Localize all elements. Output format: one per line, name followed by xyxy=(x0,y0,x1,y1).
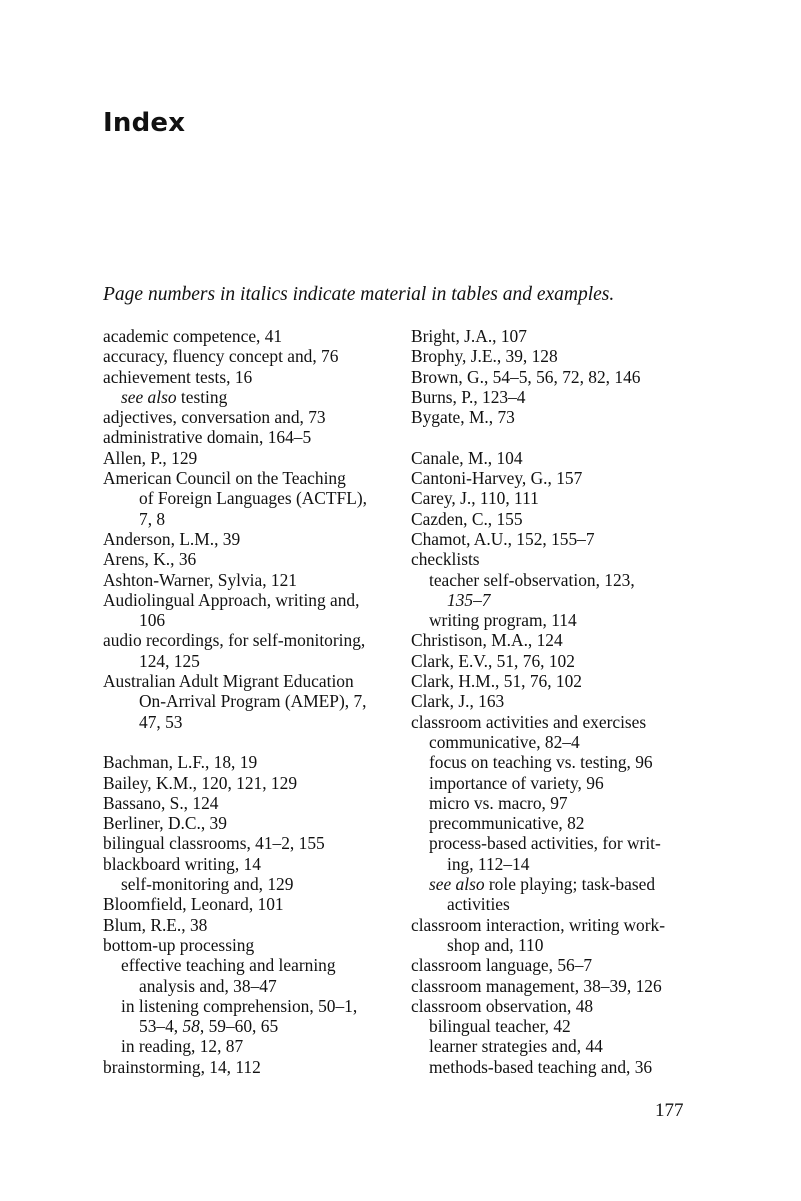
index-subentry: in reading, 12, 87 xyxy=(121,1036,244,1057)
index-entry: achievement tests, 16 xyxy=(103,366,253,387)
index-entry: bottom-up processing xyxy=(103,934,255,955)
index-entry: classroom interaction, writing work- xyxy=(411,914,666,935)
index-subentry: in listening comprehension, 50–1, xyxy=(121,995,358,1016)
index-subentry: teacher self-observation, 123, xyxy=(429,569,635,590)
index-entry: brainstorming, 14, 112 xyxy=(103,1056,261,1077)
index-subentry: analysis and, 38–47 xyxy=(139,975,277,996)
index-subentry: 124, 125 xyxy=(139,650,200,671)
index-entry: Cazden, C., 155 xyxy=(411,508,523,529)
index-entry: Bachman, L.F., 18, 19 xyxy=(103,752,258,773)
index-entry: classroom management, 38–39, 126 xyxy=(411,975,662,996)
index-subentry: focus on teaching vs. testing, 96 xyxy=(429,752,653,773)
page-title: Index xyxy=(103,108,186,138)
index-entry: Brown, G., 54–5, 56, 72, 82, 146 xyxy=(411,366,641,387)
page-number: 177 xyxy=(655,1100,684,1121)
index-entry: Bailey, K.M., 120, 121, 129 xyxy=(103,772,298,793)
index-entry: classroom activities and exercises xyxy=(411,711,647,732)
index-entry: adjectives, conversation and, 73 xyxy=(103,407,326,428)
index-entry: Bright, J.A., 107 xyxy=(411,326,527,346)
index-subentry: learner strategies and, 44 xyxy=(429,1036,603,1057)
index-subentry: shop and, 110 xyxy=(447,934,544,955)
index-entry: Ashton-Warner, Sylvia, 121 xyxy=(103,569,297,590)
index-entry: blackboard writing, 14 xyxy=(103,853,261,874)
index-subentry: precommunicative, 82 xyxy=(429,813,585,834)
index-subentry: methods-based teaching and, 36 xyxy=(429,1056,653,1077)
index-entry: Carey, J., 110, 111 xyxy=(411,488,539,509)
index-entry: accuracy, fluency concept and, 76 xyxy=(103,346,339,367)
index-entry: Blum, R.E., 38 xyxy=(103,914,208,935)
entry-spacer xyxy=(411,427,711,447)
index-entry: Arens, K., 36 xyxy=(103,549,197,570)
index-entry: Burns, P., 123–4 xyxy=(411,386,526,407)
index-entry: Berliner, D.C., 39 xyxy=(103,813,227,834)
index-subentry: micro vs. macro, 97 xyxy=(429,792,568,813)
index-subentry: writing program, 114 xyxy=(429,610,577,631)
index-subentry: of Foreign Languages (ACTFL), xyxy=(139,488,367,509)
index-entry: Clark, H.M., 51, 76, 102 xyxy=(411,671,583,692)
index-subentry: ing, 112–14 xyxy=(447,853,530,874)
index-subentry: 53–4, 58, 59–60, 65 xyxy=(139,1016,279,1037)
index-entry: classroom language, 56–7 xyxy=(411,955,593,976)
index-note: Page numbers in italics indicate material in tables and examples. xyxy=(103,284,615,305)
index-subentry: On-Arrival Program (AMEP), 7, xyxy=(139,691,367,712)
index-entry: Cantoni-Harvey, G., 157 xyxy=(411,468,583,489)
index-subentry: see also role playing; task-based xyxy=(429,874,656,895)
index-entry: bilingual classrooms, 41–2, 155 xyxy=(103,833,325,854)
index-column-left xyxy=(103,326,399,1077)
index-subentry: importance of variety, 96 xyxy=(429,772,604,793)
index-entry: administrative domain, 164–5 xyxy=(103,427,312,448)
index-subentry: effective teaching and learning xyxy=(121,955,336,976)
index-subentry: see also testing xyxy=(121,386,228,407)
index-entry: Clark, J., 163 xyxy=(411,691,505,712)
index-subentry: 7, 8 xyxy=(139,508,166,529)
index-column-right xyxy=(411,326,711,1077)
index-entry: classroom observation, 48 xyxy=(411,995,594,1016)
index-entry: Bloomfield, Leonard, 101 xyxy=(103,894,284,915)
index-entry: Bassano, S., 124 xyxy=(103,792,219,813)
index-entry: Bygate, M., 73 xyxy=(411,407,515,428)
index-entry: Christison, M.A., 124 xyxy=(411,630,563,651)
index-subentry: bilingual teacher, 42 xyxy=(429,1016,571,1037)
index-entry: Chamot, A.U., 152, 155–7 xyxy=(411,528,595,549)
index-entry: Clark, E.V., 51, 76, 102 xyxy=(411,650,575,671)
index-subentry: process-based activities, for writ- xyxy=(429,833,661,854)
index-entry: Audiolingual Approach, writing and, xyxy=(103,589,360,610)
index-subentry: 106 xyxy=(139,610,166,631)
index-subentry: activities xyxy=(447,894,510,915)
index-entry: audio recordings, for self-monitoring, xyxy=(103,630,366,651)
index-subentry: 47, 53 xyxy=(139,711,183,732)
index-entry: Allen, P., 129 xyxy=(103,447,198,468)
index-entry: Australian Adult Migrant Education xyxy=(103,671,354,692)
index-entry: academic competence, 41 xyxy=(103,326,283,346)
index-subentry: self-monitoring and, 129 xyxy=(121,874,294,895)
index-entry: checklists xyxy=(411,549,480,570)
index-entry: Anderson, L.M., 39 xyxy=(103,528,241,549)
index-entry: American Council on the Teaching xyxy=(103,468,346,489)
index-subentry: 135–7 xyxy=(447,589,491,610)
index-entry: Brophy, J.E., 39, 128 xyxy=(411,346,558,367)
index-entry: Canale, M., 104 xyxy=(411,447,523,468)
entry-spacer xyxy=(103,732,399,752)
index-subentry: communicative, 82–4 xyxy=(429,731,580,752)
